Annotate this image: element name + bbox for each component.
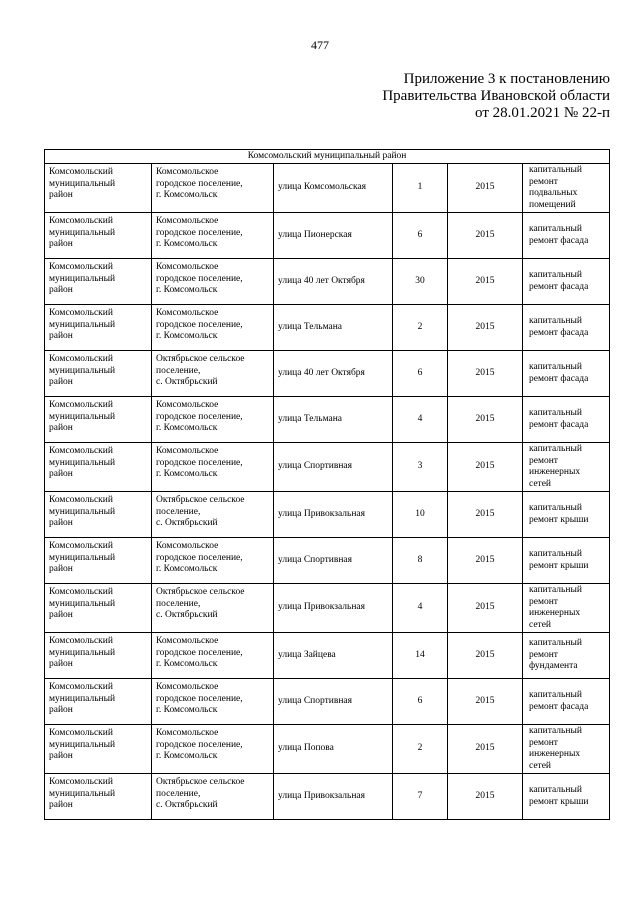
district-cell-text: Комсомольский муниципальный район	[49, 354, 116, 387]
year-cell	[448, 492, 523, 538]
settlement-cell	[152, 679, 274, 725]
table-row	[45, 538, 610, 584]
page-number: 477	[311, 38, 329, 52]
street-cell	[274, 492, 393, 538]
district-cell-text: Комсомольский муниципальный район	[49, 167, 116, 200]
street-cell-text: улица Попова	[278, 743, 334, 754]
street-cell-text: улица Привокзальная	[278, 508, 365, 519]
work-type-cell-text: капитальный ремонт инженерных сетей	[529, 726, 582, 771]
work-type-cell-text: капитальный ремонт крыши	[529, 785, 589, 807]
house-number-cell	[393, 305, 448, 351]
table-header: Комсомольский муниципальный район	[45, 150, 610, 164]
year-cell	[448, 725, 523, 774]
table-row	[45, 679, 610, 725]
work-type-cell-text: капитальный ремонт крыши	[529, 549, 589, 571]
table-row	[45, 774, 610, 820]
street-cell	[274, 351, 393, 397]
year-cell-text: 2015	[475, 602, 495, 613]
settlement-cell-text: Комсомольское городское поселение, г. Комсомольск	[156, 682, 243, 715]
settlement-cell	[152, 584, 274, 633]
street-cell-text: улица Пионерская	[278, 229, 352, 240]
work-type-cell	[523, 725, 610, 774]
street-cell-text: улица Тельмана	[278, 321, 343, 332]
table-row	[45, 164, 610, 213]
settlement-cell	[152, 259, 274, 305]
settlement-cell-text: Октябрьское сельское поселение, с. Октябрьский	[156, 354, 245, 387]
table-row	[45, 213, 610, 259]
district-cell-text: Комсомольский муниципальный район	[49, 446, 116, 479]
house-number-cell	[393, 774, 448, 820]
year-cell-text: 2015	[475, 461, 495, 472]
street-cell-text: улица 40 лет Октября	[278, 367, 365, 378]
house-number-cell-text: 14	[415, 649, 425, 660]
house-number-cell	[393, 584, 448, 633]
settlement-cell	[152, 774, 274, 820]
settlement-cell	[152, 492, 274, 538]
district-cell	[45, 633, 152, 679]
settlement-cell	[152, 351, 274, 397]
district-cell-text: Комсомольский муниципальный район	[49, 262, 116, 295]
year-cell-text: 2015	[475, 321, 495, 332]
year-cell-text: 2015	[475, 790, 495, 801]
table-row	[45, 305, 610, 351]
appendix-heading	[382, 71, 610, 122]
year-cell	[448, 679, 523, 725]
district-cell-text: Комсомольский муниципальный район	[49, 216, 116, 249]
work-type-cell-text: капитальный ремонт фасада	[529, 362, 589, 384]
district-cell	[45, 679, 152, 725]
table-row	[45, 633, 610, 679]
table-row	[45, 725, 610, 774]
settlement-cell-text: Комсомольское городское поселение, г. Комсомольск	[156, 262, 243, 295]
settlement-cell	[152, 538, 274, 584]
street-cell	[274, 679, 393, 725]
district-cell-text: Комсомольский муниципальный район	[49, 777, 116, 810]
street-cell	[274, 443, 393, 492]
street-cell-text: улица Тельмана	[278, 413, 343, 424]
settlement-cell-text: Комсомольское городское поселение, г. Комсомольск	[156, 636, 243, 669]
district-cell	[45, 774, 152, 820]
house-number-cell	[393, 397, 448, 443]
year-cell-text: 2015	[475, 229, 495, 240]
work-type-cell-text: капитальный ремонт инженерных сетей	[529, 444, 582, 489]
settlement-cell-text: Комсомольское городское поселение, г. Комсомольск	[156, 308, 243, 341]
work-type-cell	[523, 397, 610, 443]
work-type-cell-text: капитальный ремонт фасада	[529, 270, 589, 292]
year-cell-text: 2015	[475, 649, 495, 660]
street-cell-text: улица 40 лет Октября	[278, 275, 365, 286]
district-cell	[45, 164, 152, 213]
work-type-cell	[523, 538, 610, 584]
house-number-cell	[393, 725, 448, 774]
settlement-cell	[152, 305, 274, 351]
settlement-cell-text: Комсомольское городское поселение, г. Комсомольск	[156, 216, 243, 249]
settlement-cell-text: Октябрьское сельское поселение, с. Октябрьский	[156, 587, 245, 620]
district-cell-text: Комсомольский муниципальный район	[49, 636, 116, 669]
street-cell	[274, 397, 393, 443]
settlement-cell-text: Комсомольское городское поселение, г. Комсомольск	[156, 728, 243, 761]
house-number-cell-text: 1	[417, 182, 423, 193]
district-cell	[45, 213, 152, 259]
house-number-cell-text: 6	[417, 367, 423, 378]
settlement-cell	[152, 633, 274, 679]
district-cell-text: Комсомольский муниципальный район	[49, 495, 116, 528]
house-number-cell	[393, 259, 448, 305]
year-cell-text: 2015	[475, 182, 495, 193]
settlement-cell-text: Октябрьское сельское поселение, с. Октябрьский	[156, 495, 245, 528]
year-cell	[448, 213, 523, 259]
work-type-cell	[523, 443, 610, 492]
house-number-cell-text: 8	[417, 554, 423, 565]
work-type-cell-text: капитальный ремонт фасада	[529, 316, 589, 338]
appendix-line-2: Правительства Ивановской области	[382, 88, 610, 104]
house-number-cell	[393, 213, 448, 259]
work-type-cell-text: капитальный ремонт фасада	[529, 224, 589, 246]
year-cell-text: 2015	[475, 367, 495, 378]
street-cell-text: улица Зайцева	[278, 649, 336, 660]
table-row	[45, 492, 610, 538]
work-type-cell	[523, 633, 610, 679]
table-row	[45, 397, 610, 443]
district-cell	[45, 492, 152, 538]
house-number-cell	[393, 164, 448, 213]
street-cell-text: улица Спортивная	[278, 695, 353, 706]
street-cell-text: улица Привокзальная	[278, 790, 365, 801]
table-row	[45, 351, 610, 397]
work-type-cell	[523, 213, 610, 259]
district-cell	[45, 584, 152, 633]
house-number-cell	[393, 443, 448, 492]
table-row	[45, 443, 610, 492]
district-cell-text: Комсомольский муниципальный район	[49, 587, 116, 620]
house-number-cell-text: 3	[417, 461, 423, 472]
street-cell-text: улица Привокзальная	[278, 602, 365, 613]
district-cell	[45, 397, 152, 443]
year-cell	[448, 584, 523, 633]
year-cell	[448, 774, 523, 820]
street-cell	[274, 725, 393, 774]
work-type-cell-text: капитальный ремонт фасада	[529, 408, 589, 430]
street-cell	[274, 584, 393, 633]
district-cell-text: Комсомольский муниципальный район	[49, 308, 116, 341]
work-type-cell-text: капитальный ремонт фасада	[529, 690, 589, 712]
street-cell	[274, 213, 393, 259]
work-type-cell	[523, 774, 610, 820]
house-number-cell	[393, 351, 448, 397]
settlement-cell-text: Комсомольское городское поселение, г. Комсомольск	[156, 167, 243, 200]
appendix-line-1: Приложение 3 к постановлению	[403, 71, 610, 87]
settlement-cell	[152, 397, 274, 443]
district-cell-text: Комсомольский муниципальный район	[49, 400, 116, 433]
street-cell	[274, 633, 393, 679]
year-cell	[448, 538, 523, 584]
street-cell	[274, 259, 393, 305]
year-cell	[448, 259, 523, 305]
year-cell-text: 2015	[475, 413, 495, 424]
street-cell-text: улица Спортивная	[278, 554, 353, 565]
year-cell-text: 2015	[475, 743, 495, 754]
street-cell	[274, 774, 393, 820]
work-type-cell-text: капитальный ремонт фундамента	[529, 638, 582, 672]
street-cell-text: улица Спортивная	[278, 461, 353, 472]
settlement-cell-text: Октябрьское сельское поселение, с. Октябрьский	[156, 777, 245, 810]
year-cell	[448, 443, 523, 492]
house-number-cell-text: 6	[417, 229, 423, 240]
street-cell	[274, 538, 393, 584]
work-type-cell	[523, 584, 610, 633]
year-cell-text: 2015	[475, 275, 495, 286]
work-type-cell	[523, 259, 610, 305]
house-number-cell-text: 7	[417, 790, 423, 801]
house-number-cell	[393, 492, 448, 538]
work-type-cell-text: капитальный ремонт инженерных сетей	[529, 585, 582, 630]
settlement-cell	[152, 443, 274, 492]
table-row	[45, 259, 610, 305]
house-number-cell	[393, 679, 448, 725]
house-number-cell-text: 10	[415, 508, 425, 519]
work-type-cell	[523, 164, 610, 213]
year-cell-text: 2015	[475, 695, 495, 706]
work-type-cell-text: капитальный ремонт крыши	[529, 503, 589, 525]
district-cell	[45, 725, 152, 774]
street-cell	[274, 164, 393, 213]
year-cell-text: 2015	[475, 554, 495, 565]
table-row	[45, 584, 610, 633]
work-type-cell-text: капитальный ремонт подвальных помещений	[529, 165, 582, 210]
house-number-cell-text: 2	[417, 743, 423, 754]
district-cell	[45, 443, 152, 492]
work-type-cell	[523, 351, 610, 397]
house-number-cell-text: 4	[417, 602, 423, 613]
house-number-cell-text: 2	[417, 321, 423, 332]
house-number-cell	[393, 633, 448, 679]
table-header-row	[45, 150, 610, 164]
street-cell	[274, 305, 393, 351]
settlement-cell	[152, 213, 274, 259]
work-type-cell	[523, 305, 610, 351]
settlement-cell	[152, 725, 274, 774]
year-cell	[448, 633, 523, 679]
house-number-cell-text: 6	[417, 695, 423, 706]
district-cell-text: Комсомольский муниципальный район	[49, 682, 116, 715]
district-cell	[45, 259, 152, 305]
settlement-cell-text: Комсомольское городское поселение, г. Комсомольск	[156, 446, 243, 479]
district-cell-text: Комсомольский муниципальный район	[49, 541, 116, 574]
buildings-table	[44, 149, 610, 820]
district-cell	[45, 305, 152, 351]
district-cell-text: Комсомольский муниципальный район	[49, 728, 116, 761]
year-cell	[448, 164, 523, 213]
work-type-cell	[523, 679, 610, 725]
house-number-cell-text: 30	[415, 275, 425, 286]
year-cell	[448, 397, 523, 443]
year-cell	[448, 351, 523, 397]
house-number-cell	[393, 538, 448, 584]
house-number-cell-text: 4	[417, 413, 423, 424]
settlement-cell-text: Комсомольское городское поселение, г. Комсомольск	[156, 541, 243, 574]
year-cell-text: 2015	[475, 508, 495, 519]
district-cell	[45, 351, 152, 397]
year-cell	[448, 305, 523, 351]
street-cell-text: улица Комсомольская	[278, 182, 367, 193]
settlement-cell-text: Комсомольское городское поселение, г. Комсомольск	[156, 400, 243, 433]
district-cell	[45, 538, 152, 584]
work-type-cell	[523, 492, 610, 538]
appendix-line-3: от 28.01.2021 № 22-п	[475, 105, 610, 121]
settlement-cell	[152, 164, 274, 213]
